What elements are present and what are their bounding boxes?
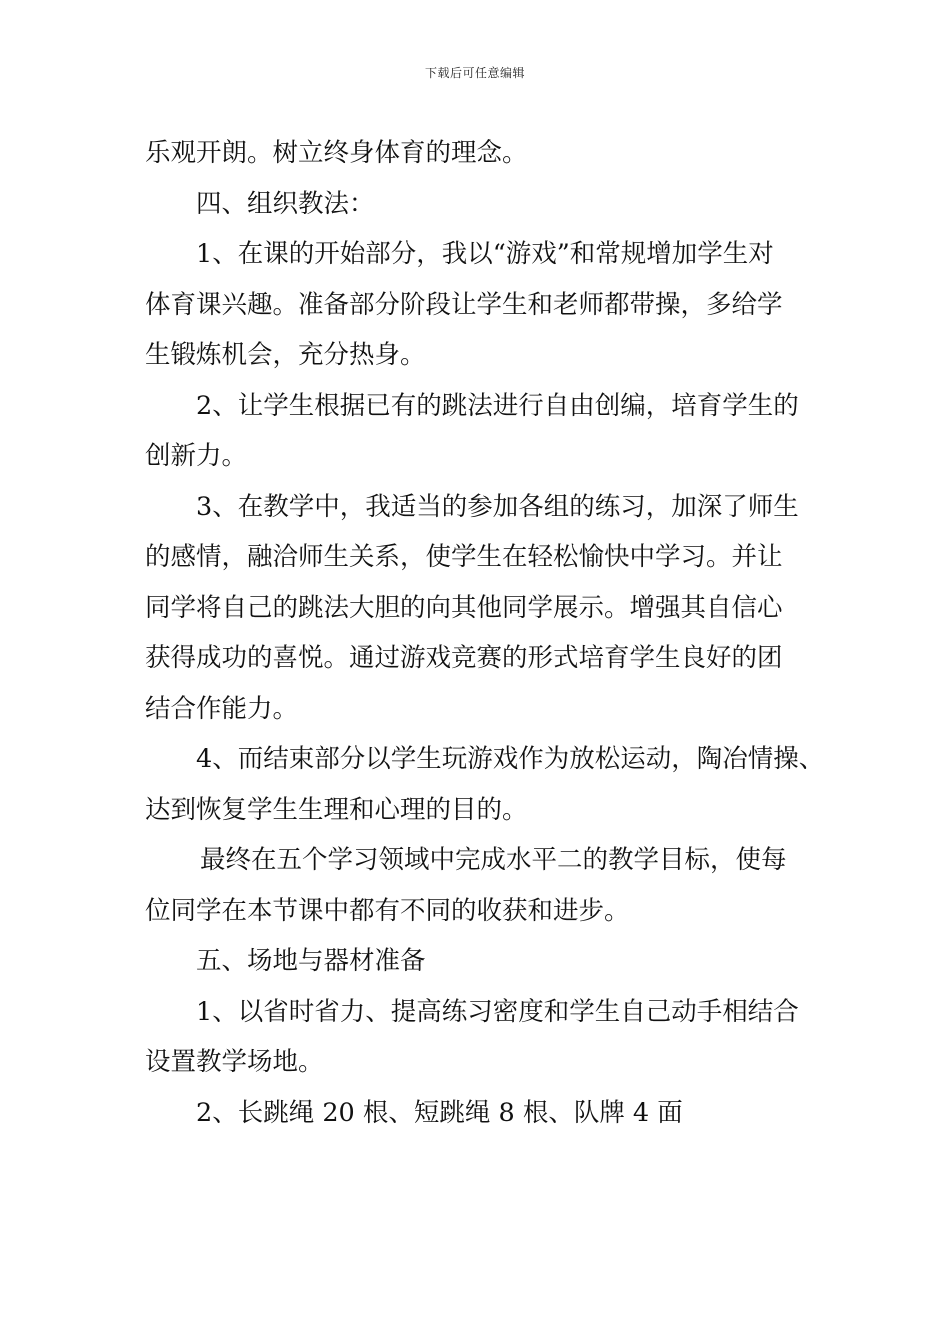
- text-line: 1、在课的开始部分，我以“游戏”和常规增加学生对: [196, 239, 774, 269]
- paragraph: [145, 128, 815, 179]
- document-body: [145, 128, 825, 1138]
- paragraph: [145, 482, 815, 735]
- text-line: 体育课兴趣。准备部分阶段让学生和老师都带操，多给学: [145, 289, 783, 320]
- paragraph: [145, 1088, 815, 1139]
- paragraph: [145, 987, 815, 1088]
- section-heading: [145, 936, 815, 987]
- text-line: 生锻炼机会，充分热身。: [145, 340, 426, 370]
- text-line: 最终在五个学习领域中完成水平二的教学目标，使每: [200, 845, 787, 875]
- text-line: 五、场地与器材准备: [196, 946, 426, 976]
- paragraph: [145, 229, 815, 381]
- text-line: 4、而结束部分以学生玩游戏作为放松运动，陶冶情操、: [196, 744, 825, 774]
- text-line: 创新力。: [145, 441, 248, 471]
- text-line: 位同学在本节课中都有不同的收获和进步。: [145, 895, 630, 926]
- paragraph: [145, 734, 825, 835]
- text-line: 乐观开朗。树立终身体育的理念。: [145, 138, 528, 168]
- text-line: 3、在教学中，我适当的参加各组的练习，加深了师生: [196, 491, 799, 522]
- text-line: 同学将自己的跳法大胆的向其他同学展示。增强其自信心: [145, 592, 783, 623]
- text-line: 1、以省时省力、提高练习密度和学生自己动手相结合: [196, 996, 799, 1027]
- text-line: 设置教学场地。: [145, 1047, 324, 1077]
- header-note: 下载后可任意编辑: [424, 66, 525, 80]
- text-line: 获得成功的喜悦。通过游戏竞赛的形式培育学生良好的团: [145, 643, 783, 673]
- paragraph: [145, 835, 815, 936]
- text-line: 达到恢复学生生理和心理的目的。: [145, 794, 528, 825]
- text-line: 结合作能力。: [145, 693, 299, 724]
- text-line: 的感情，融洽师生关系，使学生在轻松愉快中学习。并让: [145, 542, 783, 572]
- section-heading: [145, 179, 815, 230]
- text-line: 2、长跳绳 20 根、短跳绳 8 根、队牌 4 面: [196, 1097, 683, 1128]
- text-line: 四、组织教法：: [196, 188, 375, 219]
- paragraph: [145, 381, 815, 482]
- text-line: 2、让学生根据已有的跳法进行自由创编，培育学生的: [196, 390, 799, 421]
